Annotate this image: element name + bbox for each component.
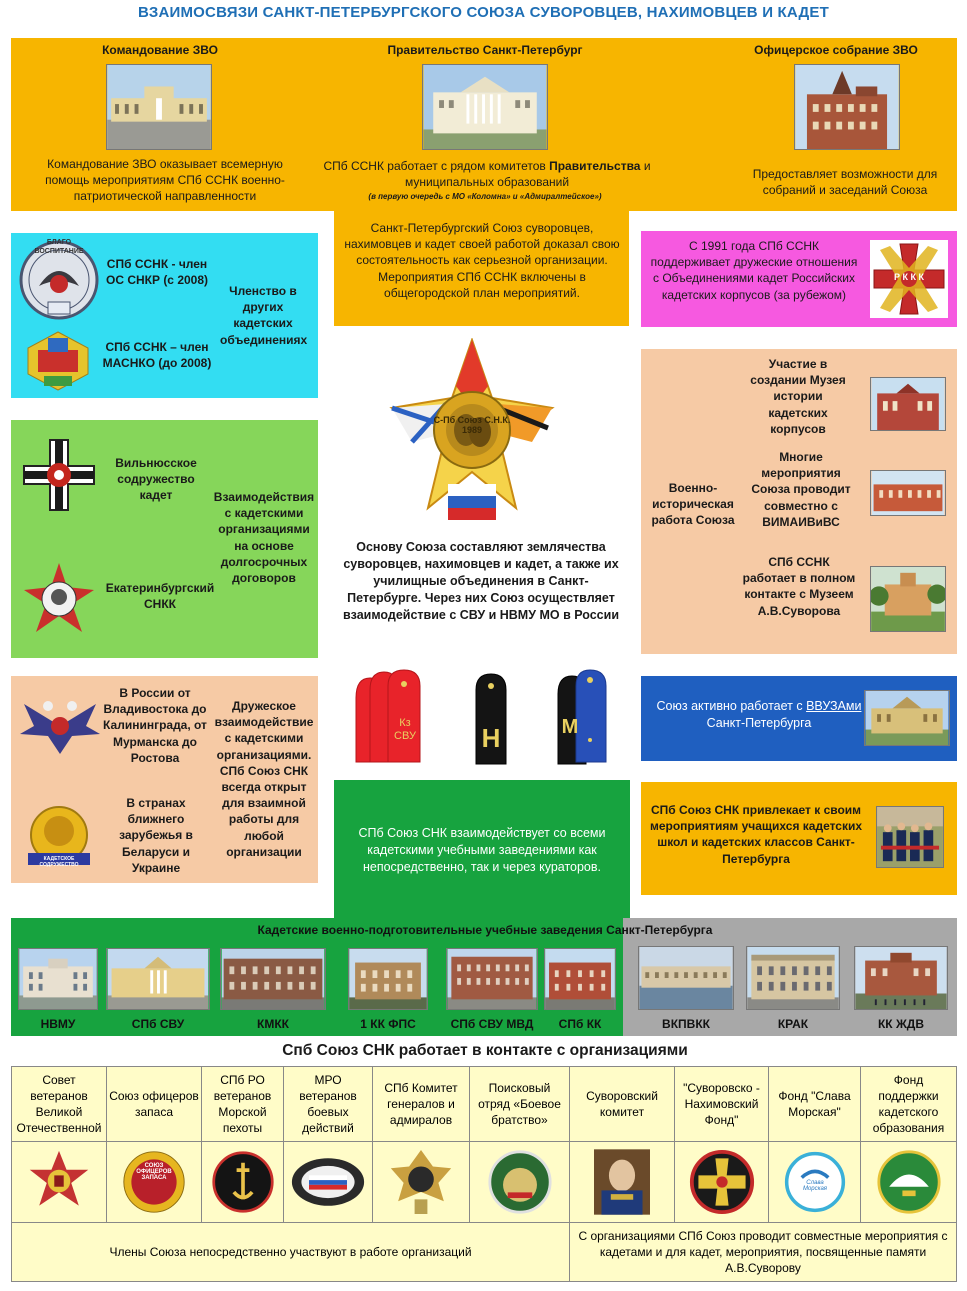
vilnius-commonwealth-text: Вильнюсское содружество кадет — [115, 456, 197, 503]
officers-assembly-photo — [794, 64, 900, 150]
navy-epaulette-letter: Н — [481, 723, 501, 753]
institution-label-spb-svu: СПб СВУ — [131, 1017, 185, 1031]
page-title: ВЗАИМОСВЯЗИ САНКТ-ПЕТЕРБУРГСКОГО СОЮЗА СУВОРОВЦЕВ, НАХИМОВЦЕВ И КАДЕТ — [138, 4, 829, 21]
vimaivivs-text: Многие мероприятия Союза проводит совместно с ВИМАИВиВС — [751, 450, 851, 529]
eagle-emblem-icon — [18, 696, 102, 756]
suvorov-museum-text: СПб ССНК работает в полном контакте с Музеем А.В.Суворова — [742, 555, 856, 618]
org-cell-marines-veterans: СПб РО ветеранов Морской пехоты — [201, 1066, 284, 1142]
cadet-corps-museum-photo — [870, 377, 946, 431]
institution-label-spb-svu-mvd: СПб СВУ МВД — [450, 1017, 534, 1031]
institution-photo-kk-zhdv — [854, 946, 948, 1010]
cooperation-summary: Взаимодействия с кадетскими организациями на основе долгосрочных договоров — [213, 490, 315, 585]
org-footer-left: Члены Союза непосредственно участвуют в работе организаций — [11, 1222, 570, 1282]
org-cell-suvorov-committee: Суворовский комитет — [569, 1066, 675, 1142]
svu-epaulettes — [354, 668, 424, 764]
org-cell-combat-veterans: МРО ветеранов боевых действий — [283, 1066, 373, 1142]
org-badge-cell-6 — [469, 1141, 570, 1223]
russia-cities-text: В России от Владивостока до Калининграда, от Мурманска до Ростова — [103, 686, 207, 765]
history-summary: Военно-историческая работа Союза — [651, 481, 735, 528]
universities-text-underlined: ВВУЗАми — [806, 699, 862, 713]
spb-government-text-part1: СПб ССНК работает с рядом комитетов — [323, 159, 550, 173]
suvorov-museum-photo — [870, 566, 946, 632]
spb-government-text-part2: и муниципальных образований — [404, 159, 651, 190]
slava-morskaya-badge-text: Слава Морская — [802, 1180, 828, 1192]
institution-label-krak: КРАК — [777, 1017, 809, 1031]
org-badge-cell-1 — [11, 1141, 107, 1223]
institution-photo-spb-svu-mvd — [446, 948, 538, 1010]
universities-text-part2: Санкт-Петербурга — [706, 715, 812, 730]
spb-government-note: (в первую очередь с МО «Коломна» и «Адмиралтейское») — [368, 192, 602, 201]
schools-text: СПб Союз СНК привлекает к своим мероприятиям учащихся кадетских школ и кадетских классов Санкт-Петербурга — [649, 803, 863, 866]
institutions-heading: Кадетские военно-подготовительные учебные заведения Санкт-Петербурга — [257, 923, 713, 937]
svu-epaulette-label: Кз СВУ — [394, 717, 416, 743]
museum-creation-text: Участие в создании Музея истории кадетских корпусов — [750, 357, 846, 436]
org-cell-veterans-council: Совет ветеранов Великой Отечественной — [11, 1066, 107, 1142]
org-badge-cell-4 — [283, 1141, 373, 1223]
officers-assembly-heading: Офицерское собрание ЗВО — [754, 43, 918, 57]
university-photo — [864, 690, 950, 746]
org-cell-suvorov-nakhimov-fund: "Суворовско - Нахимовский Фонд" — [674, 1066, 769, 1142]
spb-government-text-bold: Правительства — [549, 159, 641, 173]
os-snkr-badge-motto: БЛАГО ВОСПИТАНИЕ — [34, 239, 84, 256]
vimaivivs-photo — [870, 470, 946, 516]
organizations-heading: Спб Союз СНК работает в контакте с организациями — [282, 1042, 688, 1059]
org-cell-reserve-officers: Союз офицеров запаса — [106, 1066, 202, 1142]
universities-text — [656, 698, 862, 732]
ekaterinburg-snkk-text: Екатеринбургский СНКК — [105, 581, 215, 612]
institution-photo-1kk-fps — [348, 948, 428, 1010]
mixed-epaulette-letter: М — [561, 716, 579, 738]
spb-government-heading: Правительство Санкт-Петербург — [387, 43, 583, 57]
cadet-class-photo — [876, 806, 944, 868]
institution-label-1kk-fps: 1 КК ФПС — [360, 1017, 416, 1031]
institution-photo-vkpvkk — [638, 946, 734, 1010]
org-badge-cell-10 — [860, 1141, 957, 1223]
org-cell-search-squad: Поисковый отряд «Боевое братство» — [469, 1066, 570, 1142]
org-footer-right: С организациями СПб Союз проводит совместные мероприятия с кадетами и для кадет, мероприятия, посвященные памяти А.В.Суворову — [569, 1222, 957, 1282]
union-emblem-text: С-Пб Союз С.Н.К. 1989 — [433, 415, 511, 435]
universities-text-part1: Союз активно работает с — [656, 699, 807, 713]
rkkk-cross-letters: Р К К К — [894, 272, 924, 282]
org-badge-cell-7 — [569, 1141, 675, 1223]
zvo-command-text: Командование ЗВО оказывает всемерную помощь мероприятиям СПб ССНК военно-патриотической направленности — [45, 157, 285, 204]
masnko-membership-text: СПб ССНК – член МАСНКО (до 2008) — [102, 340, 212, 371]
smolny-photo — [422, 64, 548, 150]
institution-label-kk-zhdv: КК ЖДВ — [877, 1017, 925, 1031]
union-reputation-text: Санкт-Петербургский Союз суворовцев, нахимовцев и кадет своей работой доказал свою состоятельность как серьезной организации. Мероприятия СПб ССНК включены в общегородской план мероприятий. — [344, 221, 620, 300]
institution-photo-kmkk — [220, 948, 326, 1010]
org-cell-slava-morskaya: Фонд "Слава Морская" — [768, 1066, 861, 1142]
institution-label-nvmu: НВМУ — [40, 1017, 76, 1031]
membership-summary: Членство в других кадетских объединениях — [220, 284, 308, 347]
near-abroad-text: В странах ближнего зарубежья в Беларуси и Украине — [119, 796, 193, 875]
abroad-text: С 1991 года СПб ССНК поддерживает дружеские отношения с Объединениями кадет Российских кадетских корпусов (за рубежом) — [650, 239, 858, 302]
org-badge-cell-5 — [372, 1141, 470, 1223]
institution-photo-spb-kk — [544, 948, 616, 1010]
org-cell-cadet-education-fund: Фонд поддержки кадетского образования — [860, 1066, 957, 1142]
institution-label-spb-kk: СПб КК — [558, 1017, 602, 1031]
org-badge-cell-8 — [674, 1141, 769, 1223]
masnko-badge — [26, 330, 90, 392]
union-basis-text: Основу Союза составляют землячества суворовцев, нахимовцев и кадет, а также их училищные объединения в Санкт-Петербурге. Через них Союз осуществляет взаимодействие с СВУ и НВМУ МО в России — [342, 540, 620, 622]
ekaterinburg-badge — [22, 562, 96, 636]
institution-label-vkpvkk: ВКПВКК — [662, 1017, 710, 1031]
cadet-commonwealth-badge-text: КАДЕТСКОЕ СОДРУЖЕСТВО — [39, 856, 79, 868]
institution-photo-krak — [746, 946, 840, 1010]
org-cell-generals-committee: СПб Комитет генералов и адмиралов — [372, 1066, 470, 1142]
zvo-command-heading: Командование ЗВО — [102, 43, 218, 57]
institution-photo-nvmu — [18, 948, 98, 1010]
spb-government-text — [318, 158, 656, 190]
institution-photo-spb-svu — [106, 948, 210, 1010]
institution-label-kmkk: КМКК — [257, 1017, 289, 1031]
org-badge-cell-2 — [106, 1141, 202, 1223]
zvo-command-photo — [106, 64, 212, 150]
green-center-text: СПб Союз СНК взаимодействует со всеми кадетскими учебными заведениями как непосредственно, так и через кураторов. — [358, 826, 606, 874]
vilnius-cross-icon — [22, 438, 96, 512]
os-snkr-membership-text: СПб ССНК - член ОС СНКР (с 2008) — [105, 257, 209, 288]
reserve-officers-badge-text: СОЮЗ ОФИЦЕРОВ ЗАПАСА — [136, 1163, 172, 1181]
officers-assembly-text: Предоставляет возможности для собраний и заседаний Союза — [752, 167, 938, 198]
friendship-summary: Дружеское взаимодействие с кадетскими организациями. СПб Союз СНК всегда открыт для взаимной работы для любой организации — [214, 699, 314, 859]
org-badge-cell-3 — [201, 1141, 284, 1223]
